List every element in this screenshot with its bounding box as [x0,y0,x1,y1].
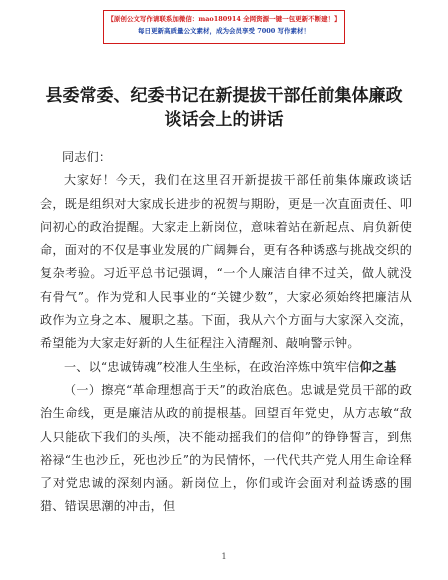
salutation: 同志们： [62,150,112,164]
promo-banner-line-2: 每日更新高质量公文素材，成为会员享受 7000 写作素材！ [137,27,311,35]
document-body [40,146,412,519]
promo-banner [103,10,345,44]
paragraph-opening: 大家好！今天，我们在这里召开新提拔干部任前集体廉政谈话会，既是组织对大家成长进步的祝贺与期盼，更是一次直面责任、叩问初心的政治提醒。大家走上新岗位，意味着站在新起点、肩负新使命，面对的不仅是事业发展的广阔舞台，更有各种诱惑与挑战交织的复杂考验。习近平总书记强调，“一个人廉洁自律不过关，做人就没有骨气”。作为党和人民事业的“关键少数”，大家必须始终把廉洁从政作为立身之本、履职之基。下面，我从六个方面与大家深入交流，希望能为大家走好新的人生征程注入清醒剂、敲响警示钟。 [40,173,412,351]
document-title: 县委常委、纪委书记在新提拔干部任前集体廉政谈话会上的讲话 [45,86,403,130]
promo-banner-line-1: 【原创公文写作请联系加微信：mao180914 全网资源一键一包更新不断建！】 [107,15,341,23]
paragraph-section-1-1: （一）擦亮“革命理想高于天”的政治底色。忠诚是党员干部的政治生命线，更是廉洁从政的前提根基。回望百年党史，从方志敏“敌人只能砍下我们的头颅，决不能动摇我们的信仰”的铮铮誓言，到焦裕禄“生也沙丘，死也沙丘”的为民情怀，一代代共产党人用生命诠释了对党忠诚的深刻内涵。新岗位上，你们或许会面对利益诱惑的围猎、错误思潮的冲击，但 [40,382,412,514]
section-heading-1-text: 一、以“忠诚铸魂”校准人生坐标，在政治淬炼中筑牢信 [64,359,360,374]
page-number: 1 [221,552,227,561]
section-heading-1-bold: 仰之基 [359,359,397,374]
section-heading-1 [40,356,412,379]
